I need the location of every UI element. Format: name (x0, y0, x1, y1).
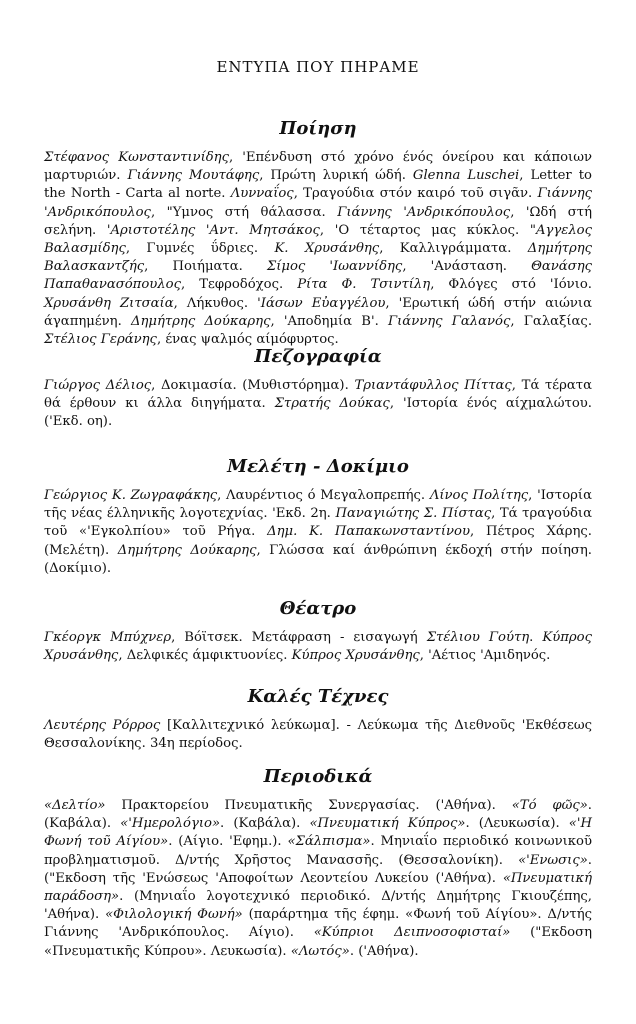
italic-run: «Φιλολογική Φωνή» (105, 907, 243, 923)
section-periodicals (44, 766, 592, 961)
italic-run: Στέφανος Κωνσταντινίδης (44, 150, 229, 165)
italic-run: «'Ημερολόγιο» (120, 816, 221, 832)
section-body (44, 797, 592, 961)
italic-run: «Πνευματική Κύπρος» (309, 816, 466, 832)
italic-run: Στέλιου Γούτη (426, 630, 530, 645)
text-run: , Καλλιγράμματα. (379, 241, 528, 257)
text-run: , Βόϊτσεκ. Μετάφραση - εισαγωγή (171, 630, 427, 645)
text-run: . (Καβάλα). (220, 816, 310, 832)
italic-run: «Κύπριοι Δειπνοσοφισταί» (313, 925, 511, 941)
text-run: , Γυμνές ΰδριες. (125, 241, 275, 257)
text-run: , Φλόγες στό 'Ιόνιο. (430, 277, 593, 293)
text-run: , Δελφικές άμφικτυονίες. (118, 648, 292, 664)
italic-run: Γιάννης Μουτάφης (127, 168, 260, 184)
italic-run: Κύπρος Χρυσάνθης (291, 648, 420, 664)
text-run: . (Αίγιο. 'Εφημ.). (168, 834, 288, 850)
italic-run: Γκέοργκ Μπύχνερ (44, 630, 172, 645)
text-run: , Letter to the North - Carta al norte. (44, 168, 592, 202)
italic-run: 'Αριστοτέλης 'Αντ. Μητσάκος (106, 222, 320, 238)
italic-run: "Αγγελος Βαλασμίδης (44, 222, 593, 257)
text-run: (παράρτημα τῆς έφημ. «Φωνή τοῦ Αίγίου». Δ/ντής Γιάννης 'Ανδρικόπουλος. Αίγιο). (44, 907, 592, 941)
italic-run: Δημήτρης Βαλασκαντζής (44, 241, 593, 275)
text-run: , Τεφροδόχος. (181, 277, 298, 293)
italic-run: Δημήτρης Δούκαρης (130, 313, 271, 329)
text-run: , 'Αέτιος 'Αμιδηνός. (419, 648, 551, 664)
section-heading: Μελέτη - Δοκίμιο (227, 456, 409, 477)
italic-run: Κ. Χρυσάνθης (274, 241, 380, 257)
section-heading: Καλές Τέχνες (247, 686, 389, 707)
text-run: , ένας ψαλμός αίμόφυρτος. (156, 332, 339, 348)
italic-run: Γιάννης 'Ανδρικόπουλος (337, 204, 511, 220)
section-body (44, 717, 592, 753)
italic-run: Παναγιώτης Σ. Πίστας (335, 506, 492, 522)
text-run: , 'Ο τέταρτος μας κύκλος. (319, 222, 530, 238)
italic-run: «Τό φῶς» (511, 798, 588, 813)
italic-run: «'Ενωσις» (518, 852, 588, 868)
italic-run: Σίμος 'Ιωαννίδης (266, 259, 403, 275)
italic-run: «Δελτίο» (44, 798, 106, 813)
text-run: , Τά τραγούδια τοῦ «'Εγκολπίου» τοῦ Ρήγα. (44, 506, 592, 540)
text-run: . (529, 630, 543, 645)
section-heading: Πεζογραφία (254, 346, 382, 367)
section-heading: Περιοδικά (263, 766, 373, 787)
section-prose (44, 346, 592, 432)
section-fine-arts (44, 686, 592, 753)
italic-run: Στέλιος Γεράνης (44, 332, 157, 348)
section-poetry (44, 118, 592, 349)
text-run: . (Καβάλα). (44, 798, 592, 832)
text-run: , Λήκυθος. (173, 295, 258, 311)
italic-run: 'Ιάσων Εὐαγγέλου (257, 295, 386, 311)
italic-run: Γεώργιος Κ. Ζωγραφάκης (44, 488, 218, 503)
italic-run: Δημ. Κ. Παπακωνσταντίνου (267, 524, 470, 540)
italic-run: Λυνναΐος (230, 186, 294, 202)
italic-run: «Πνευματική παράδοση» (44, 870, 592, 905)
text-run: . ('Αθήνα). (349, 943, 419, 959)
page-header: ΕΝΤΥΠΑ ΠΟΥ ΠΗΡΑΜΕ (216, 58, 420, 76)
italic-run: Λίνος Πολίτης (429, 488, 529, 503)
italic-run: «'Η Φωνή τοῦ Αίγίου» (44, 816, 592, 850)
italic-run: «Λωτός» (290, 943, 350, 959)
text-run: , 'Ανάσταση. (402, 259, 532, 275)
italic-run: Τριαντάφυλλος Πίττας (354, 378, 512, 393)
text-run: , Δοκιμασία. (Μυθιστόρημα). (151, 378, 355, 393)
italic-run: Δημήτρης Δούκαρης (117, 542, 257, 558)
italic-run: Ρίτα Φ. Τσιντίλη (297, 277, 431, 293)
italic-run: Glenna Luschei (412, 168, 520, 184)
italic-run: Γιάννης Γαλανός (387, 313, 511, 329)
text-run: , Τά τέρατα θά έρθουν κι άλλα διηγήματα. (44, 378, 592, 412)
italic-run: Γιώργος Δέλιος (44, 378, 152, 393)
italic-run: Γιάννης 'Ανδρικόπουλος (44, 186, 592, 220)
text-run: ("Εκδοση «Πνευματικῆς Κύπρου». Λευκωσία). (44, 925, 593, 959)
text-run: , Γλώσσα καί άνθρώπινη έκδοχή στήν ποίηση. (Δοκίμιο). (44, 542, 592, 576)
text-run: , 'Ιστορία ένός αίχμαλώτου. ('Εκδ. οη). (44, 396, 592, 430)
text-run: , 'Ερωτική ώδή στήν αιώνια άγαπημένη. (44, 295, 592, 329)
italic-run: «Σάλπισμα» (287, 834, 371, 850)
text-run: , 'Αποδημία Β'. (270, 313, 388, 329)
section-theatre (44, 598, 592, 665)
italic-run: Θανάσης Παπαθανασόπουλος (44, 259, 592, 293)
text-run: , 'Επένδυση στό χρόνο ένός όνείρου και κάποιων μαρτυριών. (44, 150, 592, 184)
text-run: Πρακτορείου Πνευματικῆς Συνεργασίας. ('Αθήνα). (105, 798, 512, 813)
section-essay (44, 456, 592, 578)
text-run: , Λαυρέντιος ό Μεγαλοπρεπής. (217, 488, 430, 503)
section-body (44, 629, 592, 665)
section-heading: Θέατρο (279, 598, 357, 619)
text-run: , Τραγούδια στόν καιρό τοῦ σιγᾶν. (293, 186, 538, 202)
text-run: , Ποιήματα. (144, 259, 267, 275)
section-heading: Ποίηση (279, 118, 357, 139)
text-run: , 'Ιστορία τῆς νέας έλληνικῆς λογοτεχνίας. 'Εκδ. 2η. (44, 488, 592, 522)
italic-run: Κύπρος Χρυσάνθης (44, 630, 592, 664)
italic-run: Χρυσάνθη Ζιτσαία (44, 295, 174, 311)
text-run: , "Υμνος στή θάλασσα. (150, 204, 338, 220)
section-body (44, 377, 592, 432)
text-run: . (Μηνιαΐο λογοτεχνικό περιοδικό. Δ/ντής Δημήτρης Γκιουζέπης, 'Αθήνα). (44, 889, 592, 923)
text-run: . Μηνιαΐο περιοδικό κοινωνικοῦ προβληματισμοῦ. Δ/ντής Χρῆστος Μανασσῆς. (Θεσσαλονίκη). (44, 834, 593, 868)
section-body (44, 487, 592, 578)
italic-run: Στρατής Δούκας (274, 396, 390, 412)
text-run: . (Λευκωσία). (465, 816, 569, 832)
section-body (44, 149, 592, 349)
text-run: , Πέτρος Χάρης. (Μελέτη). (44, 524, 592, 558)
text-run: , 'Ωδή στή σελήνη. (44, 204, 592, 238)
text-run: , Πρώτη λυρική ώδή. (259, 168, 413, 184)
text-run: , Γαλαξίας. (510, 313, 593, 329)
text-run: . ("Εκδοση τῆς 'Ενώσεως 'Αποφοίτων Λεοντείου Λυκείου ('Αθήνα). (44, 852, 592, 886)
italic-run: Λευτέρης Ρόρρος (44, 718, 161, 733)
text-run: [Καλλιτεχνικό λεύκωμα]. - Λεύκωμα τῆς Διεθνοῦς 'Εκθέσεως Θεσσαλονίκης. 34η περίοδος. (44, 718, 592, 752)
